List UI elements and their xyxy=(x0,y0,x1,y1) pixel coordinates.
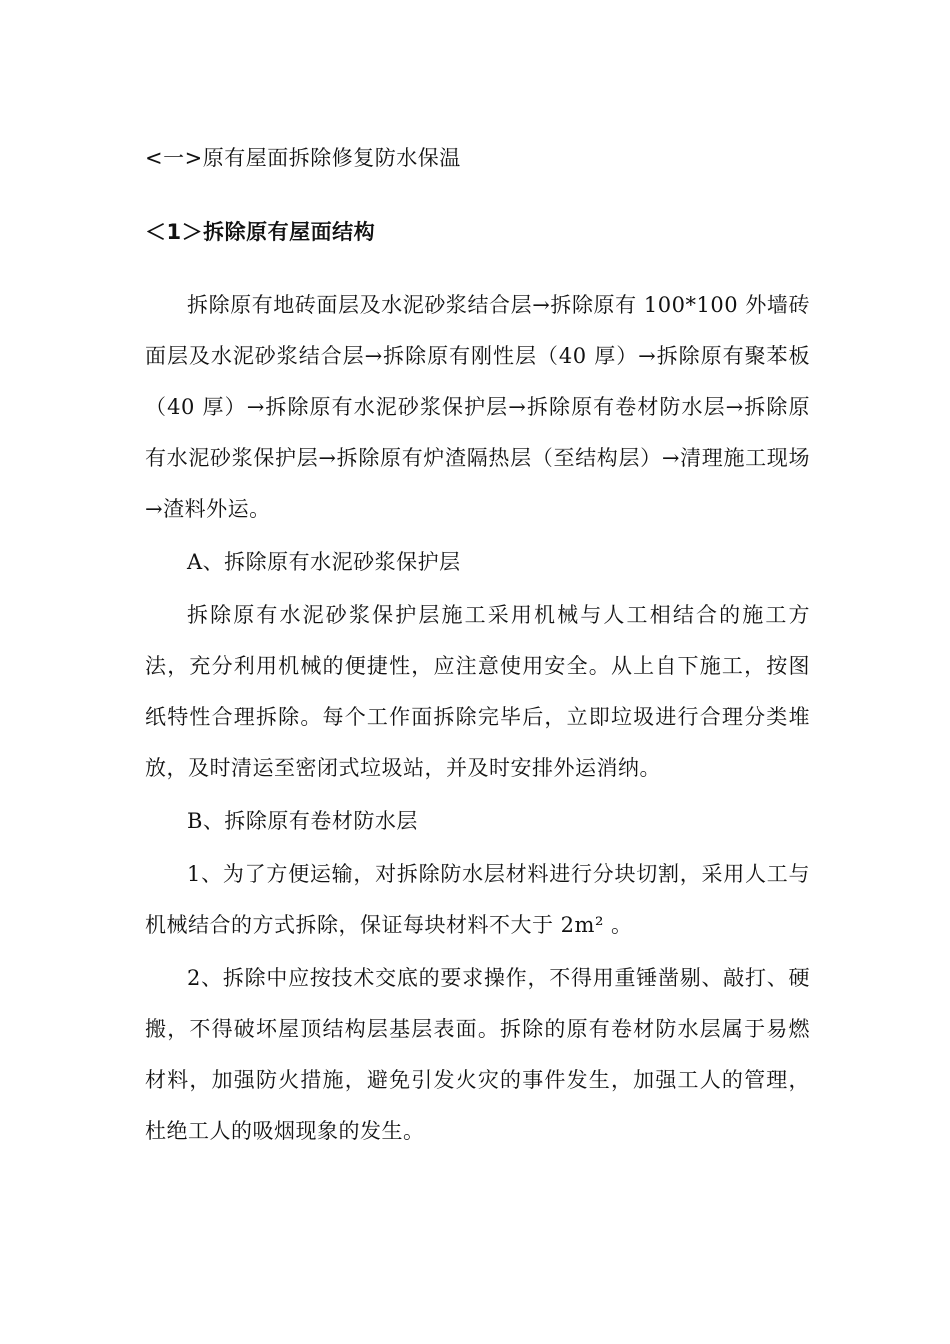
paragraph-demolition-sequence: 拆除原有地砖面层及水泥砂浆结合层→拆除原有 100*100 外墙砖面层及水泥砂浆结合层→拆除原有刚性层（40 厚）→拆除原有聚苯板（40 厚）→拆除原有水泥砂浆保护层→拆除原有卷材防水层→拆除原有水泥砂浆保护层→拆除原有炉渣隔热层（至结构层）→清理施工现场→渣料外运。 xyxy=(145,293,810,521)
section-heading: <一>原有屋面拆除修复防水保温 xyxy=(145,146,461,170)
subsection-heading: ＜1＞拆除原有屋面结构 xyxy=(145,220,376,244)
paragraph-heading-b: B、拆除原有卷材防水层 xyxy=(187,809,418,833)
paragraph-b-item-1: 1、为了方便运输，对拆除防水层材料进行分块切割，采用人工与机械结合的方式拆除，保证每块材料不大于 2m² 。 xyxy=(145,862,810,937)
paragraph-a-body: 拆除原有水泥砂浆保护层施工采用机械与人工相结合的施工方法，充分利用机械的便捷性，应注意使用安全。从上自下施工，按图纸特性合理拆除。每个工作面拆除完毕后，立即垃圾进行合理分类堆放，及时清运至密闭式垃圾站，并及时安排外运消纳。 xyxy=(145,603,810,780)
document-body xyxy=(145,138,810,1157)
paragraph-b-item-2: 2、拆除中应按技术交底的要求操作，不得用重锤凿剔、敲打、硬搬，不得破坏屋顶结构层基层表面。拆除的原有卷材防水层属于易燃材料，加强防火措施，避免引发火灾的事件发生，加强工人的管理，杜绝工人的吸烟现象的发生。 xyxy=(145,966,810,1143)
paragraph-heading-a: A、拆除原有水泥砂浆保护层 xyxy=(187,550,461,574)
